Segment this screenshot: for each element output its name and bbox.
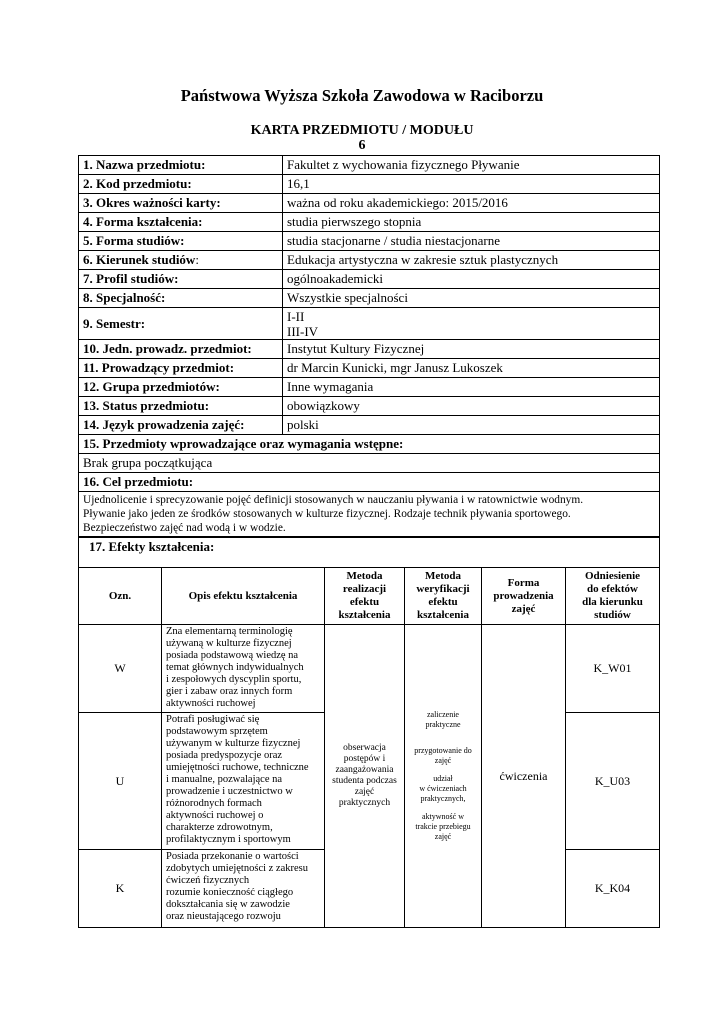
desc-line: dokształcania się w zawodzie — [166, 899, 290, 910]
desc-line: zdobytych umiejętności z zakresu — [166, 863, 308, 874]
desc-line: ćwiczeń fizycznych — [166, 875, 250, 886]
info-row-status — [79, 397, 660, 416]
effects-header-row — [79, 568, 660, 625]
weryfikacja-line: w ćwiczeniach — [419, 784, 467, 793]
info-label: 2. Kod przedmiotu: — [79, 175, 283, 194]
desc-line: aktywności ruchowej — [166, 698, 256, 709]
weryfikacja-line: przygotowanie do — [414, 746, 472, 755]
info-row-jednostka — [79, 340, 660, 359]
effect-description — [162, 625, 325, 713]
section16-text — [79, 492, 660, 537]
info-label-text: 6. Kierunek studiów — [83, 252, 196, 267]
desc-line: posiada predyspozycje oraz — [166, 750, 283, 761]
desc-line: Potrafi posługiwać się — [166, 714, 260, 725]
desc-line: używanym w kulturze fizycznej — [166, 738, 301, 749]
header-line: kształcenia — [417, 609, 469, 621]
info-label: 1. Nazwa przedmiotu: — [79, 156, 283, 175]
info-label: 14. Język prowadzenia zajęć: — [79, 416, 283, 435]
header-line: studiów — [594, 609, 631, 621]
odniesienie-cell: K_W01 — [566, 625, 660, 713]
effect-code: K — [79, 850, 162, 928]
goal-line: Pływanie jako jeden ze środków stosowanych w kulturze fizycznej. Rodzaje technik pływania sportowego. — [83, 508, 571, 520]
info-value: Fakultet z wychowania fizycznego Pływanie — [283, 156, 660, 175]
section15-heading: 15. Przedmioty wprowadzające oraz wymagania wstępne: — [79, 435, 660, 454]
header-line: do efektów — [586, 583, 639, 595]
weryfikacja-line: praktycznych, — [420, 794, 466, 803]
info-row-forma-ksztalcenia — [79, 213, 660, 232]
info-row-kod — [79, 175, 660, 194]
info-row-semestr — [79, 308, 660, 340]
info-label: 9. Semestr: — [79, 308, 283, 340]
section16-heading: 16. Cel przedmiotu: — [79, 473, 660, 492]
info-row-jezyk — [79, 416, 660, 435]
desc-line: podstawowym sprzętem — [166, 726, 268, 737]
info-row-okres — [79, 194, 660, 213]
effect-row-w — [79, 625, 660, 713]
col-opis-header: Opis efektu kształcenia — [162, 568, 325, 625]
desc-line: aktywności ruchowej o — [166, 810, 264, 821]
card-title: KARTA PRZEDMIOTU / MODUŁU — [250, 123, 474, 138]
info-value: ważna od roku akademickiego: 2015/2016 — [283, 194, 660, 213]
header-line: zajęć — [511, 602, 536, 615]
info-label: 10. Jedn. prowadz. przedmiot: — [79, 340, 283, 359]
header-line: weryfikacji — [416, 583, 470, 595]
desc-line: charakterze zdrowotnym, — [166, 822, 273, 833]
goal-line: Bezpieczeństwo zajęć nad wodą i w wodzie. — [83, 522, 286, 534]
header-line: kształcenia — [338, 609, 391, 621]
section15-text: Brak grupa początkująca — [79, 454, 660, 473]
info-value: studia stacjonarne / studia niestacjonarne — [283, 232, 660, 251]
section15-text-row — [79, 454, 660, 473]
goal-line: Ujednolicenie i sprecyzowanie pojęć definicji stosowanych w nauczaniu pływania i w ratownictwie wodnym. — [83, 494, 584, 506]
realizacja-line: studenta podczas — [332, 776, 397, 786]
header-line: Odniesienie — [585, 570, 641, 582]
info-value: studia pierwszego stopnia — [283, 213, 660, 232]
desc-line: prowadzenie i uczestnictwo w — [166, 786, 293, 797]
desc-line: gier i zabaw oraz innych form — [166, 686, 293, 697]
school-name: Państwowa Wyższa Szkoła Zawodowa w Raciborzu — [180, 86, 544, 105]
info-row-nazwa — [79, 156, 660, 175]
weryfikacja-line: praktyczne — [425, 720, 461, 729]
info-label: 12. Grupa przedmiotów: — [79, 378, 283, 397]
realizacja-line: praktycznych — [338, 798, 391, 808]
info-row-forma-studiow — [79, 232, 660, 251]
desc-line: Posiada przekonanie o wartości — [166, 851, 299, 862]
effects-table — [78, 537, 660, 928]
header-line: efektu — [428, 596, 458, 608]
info-value: Edukacja artystyczna w zakresie sztuk plastycznych — [283, 251, 660, 270]
desc-line: i zespołowych dyscyplin sportu, — [166, 674, 302, 685]
section15-heading-row — [79, 435, 660, 454]
forma-cell: ćwiczenia — [482, 625, 566, 928]
info-value: Inne wymagania — [283, 378, 660, 397]
desc-line: temat głównych indywidualnych — [166, 662, 304, 673]
info-row-specjalnosc — [79, 289, 660, 308]
info-value: Wszystkie specjalności — [283, 289, 660, 308]
col-metoda-weryfikacji-header — [405, 568, 482, 625]
info-row-profil — [79, 270, 660, 289]
header-line: Forma — [507, 576, 540, 589]
section17-heading-row — [79, 538, 660, 568]
desc-line: rozumie konieczność ciągłego — [166, 887, 294, 898]
card-number: 6 — [358, 138, 366, 153]
desc-line: profilaktycznym i sportowym — [166, 834, 291, 845]
weryfikacja-line: zajęć — [434, 756, 452, 765]
course-info-table — [78, 155, 660, 537]
header-line: dla kierunku — [582, 596, 643, 608]
desc-line: i manualne, pozwalające na — [166, 774, 283, 785]
metoda-weryfikacji-cell — [405, 625, 482, 928]
info-label: 7. Profil studiów: — [79, 270, 283, 289]
realizacja-line: zajęć — [354, 787, 375, 797]
section16-heading-row — [79, 473, 660, 492]
weryfikacja-line: trakcie przebiegu — [415, 822, 471, 831]
desc-line: Zna elementarną terminologię — [166, 626, 293, 637]
info-value: obowiązkowy — [283, 397, 660, 416]
weryfikacja-line: zaliczenie — [427, 710, 459, 719]
realizacja-line: zaangażowania — [335, 765, 394, 775]
info-label: 13. Status przedmiotu: — [79, 397, 283, 416]
odniesienie-cell: K_K04 — [566, 850, 660, 928]
col-forma-header — [482, 568, 566, 625]
info-value: Instytut Kultury Fizycznej — [283, 340, 660, 359]
info-row-kierunek — [79, 251, 660, 270]
realizacja-line: postępów i — [343, 754, 386, 764]
odniesienie-cell: K_U03 — [566, 713, 660, 850]
info-value: dr Marcin Kunicki, mgr Janusz Lukoszek — [283, 359, 660, 378]
header-line: efektu — [349, 596, 380, 608]
desc-line: umiejętności ruchowe, techniczne — [166, 762, 309, 773]
col-ozn-header: Ozn. — [79, 568, 162, 625]
header-line: prowadzenia — [493, 589, 554, 602]
weryfikacja-line: zajęć — [434, 832, 452, 841]
weryfikacja-line: udział — [433, 774, 453, 783]
desc-line: oraz nieustającego rozwoju — [166, 911, 281, 922]
info-value: polski — [283, 416, 660, 435]
info-label-colon: : — [195, 252, 199, 267]
desc-line: różnorodnych formach — [166, 798, 262, 809]
header-line: Metoda — [346, 570, 383, 582]
semester-line: I-II — [287, 308, 305, 324]
desc-line: używaną w kulturze fizycznej — [166, 638, 292, 649]
desc-line: posiada podstawową wiedzę na — [166, 650, 299, 661]
info-row-prowadzacy — [79, 359, 660, 378]
info-label: 8. Specjalność: — [79, 289, 283, 308]
effect-code: W — [79, 625, 162, 713]
header-line: realizacji — [342, 583, 387, 595]
col-odniesienie-header — [566, 568, 660, 625]
semester-line: III-IV — [287, 323, 319, 339]
weryfikacja-line: aktywność w — [422, 812, 464, 821]
info-label: 11. Prowadzący przedmiot: — [79, 359, 283, 378]
effect-code: U — [79, 713, 162, 850]
info-value: ogólnoakademicki — [283, 270, 660, 289]
section16-text-row — [79, 492, 660, 537]
info-value — [283, 308, 660, 340]
col-metoda-realizacji-header — [325, 568, 405, 625]
header-line: Metoda — [424, 570, 462, 582]
info-value: 16,1 — [283, 175, 660, 194]
info-row-grupa — [79, 378, 660, 397]
info-label: 4. Forma kształcenia: — [79, 213, 283, 232]
effect-description — [162, 713, 325, 850]
info-label: 5. Forma studiów: — [79, 232, 283, 251]
realizacja-line: obserwacja — [343, 743, 386, 753]
info-label — [79, 251, 283, 270]
info-label: 3. Okres ważności karty: — [79, 194, 283, 213]
metoda-realizacji-cell — [325, 625, 405, 928]
section17-heading: 17. Efekty kształcenia: — [79, 538, 660, 568]
effect-description — [162, 850, 325, 928]
